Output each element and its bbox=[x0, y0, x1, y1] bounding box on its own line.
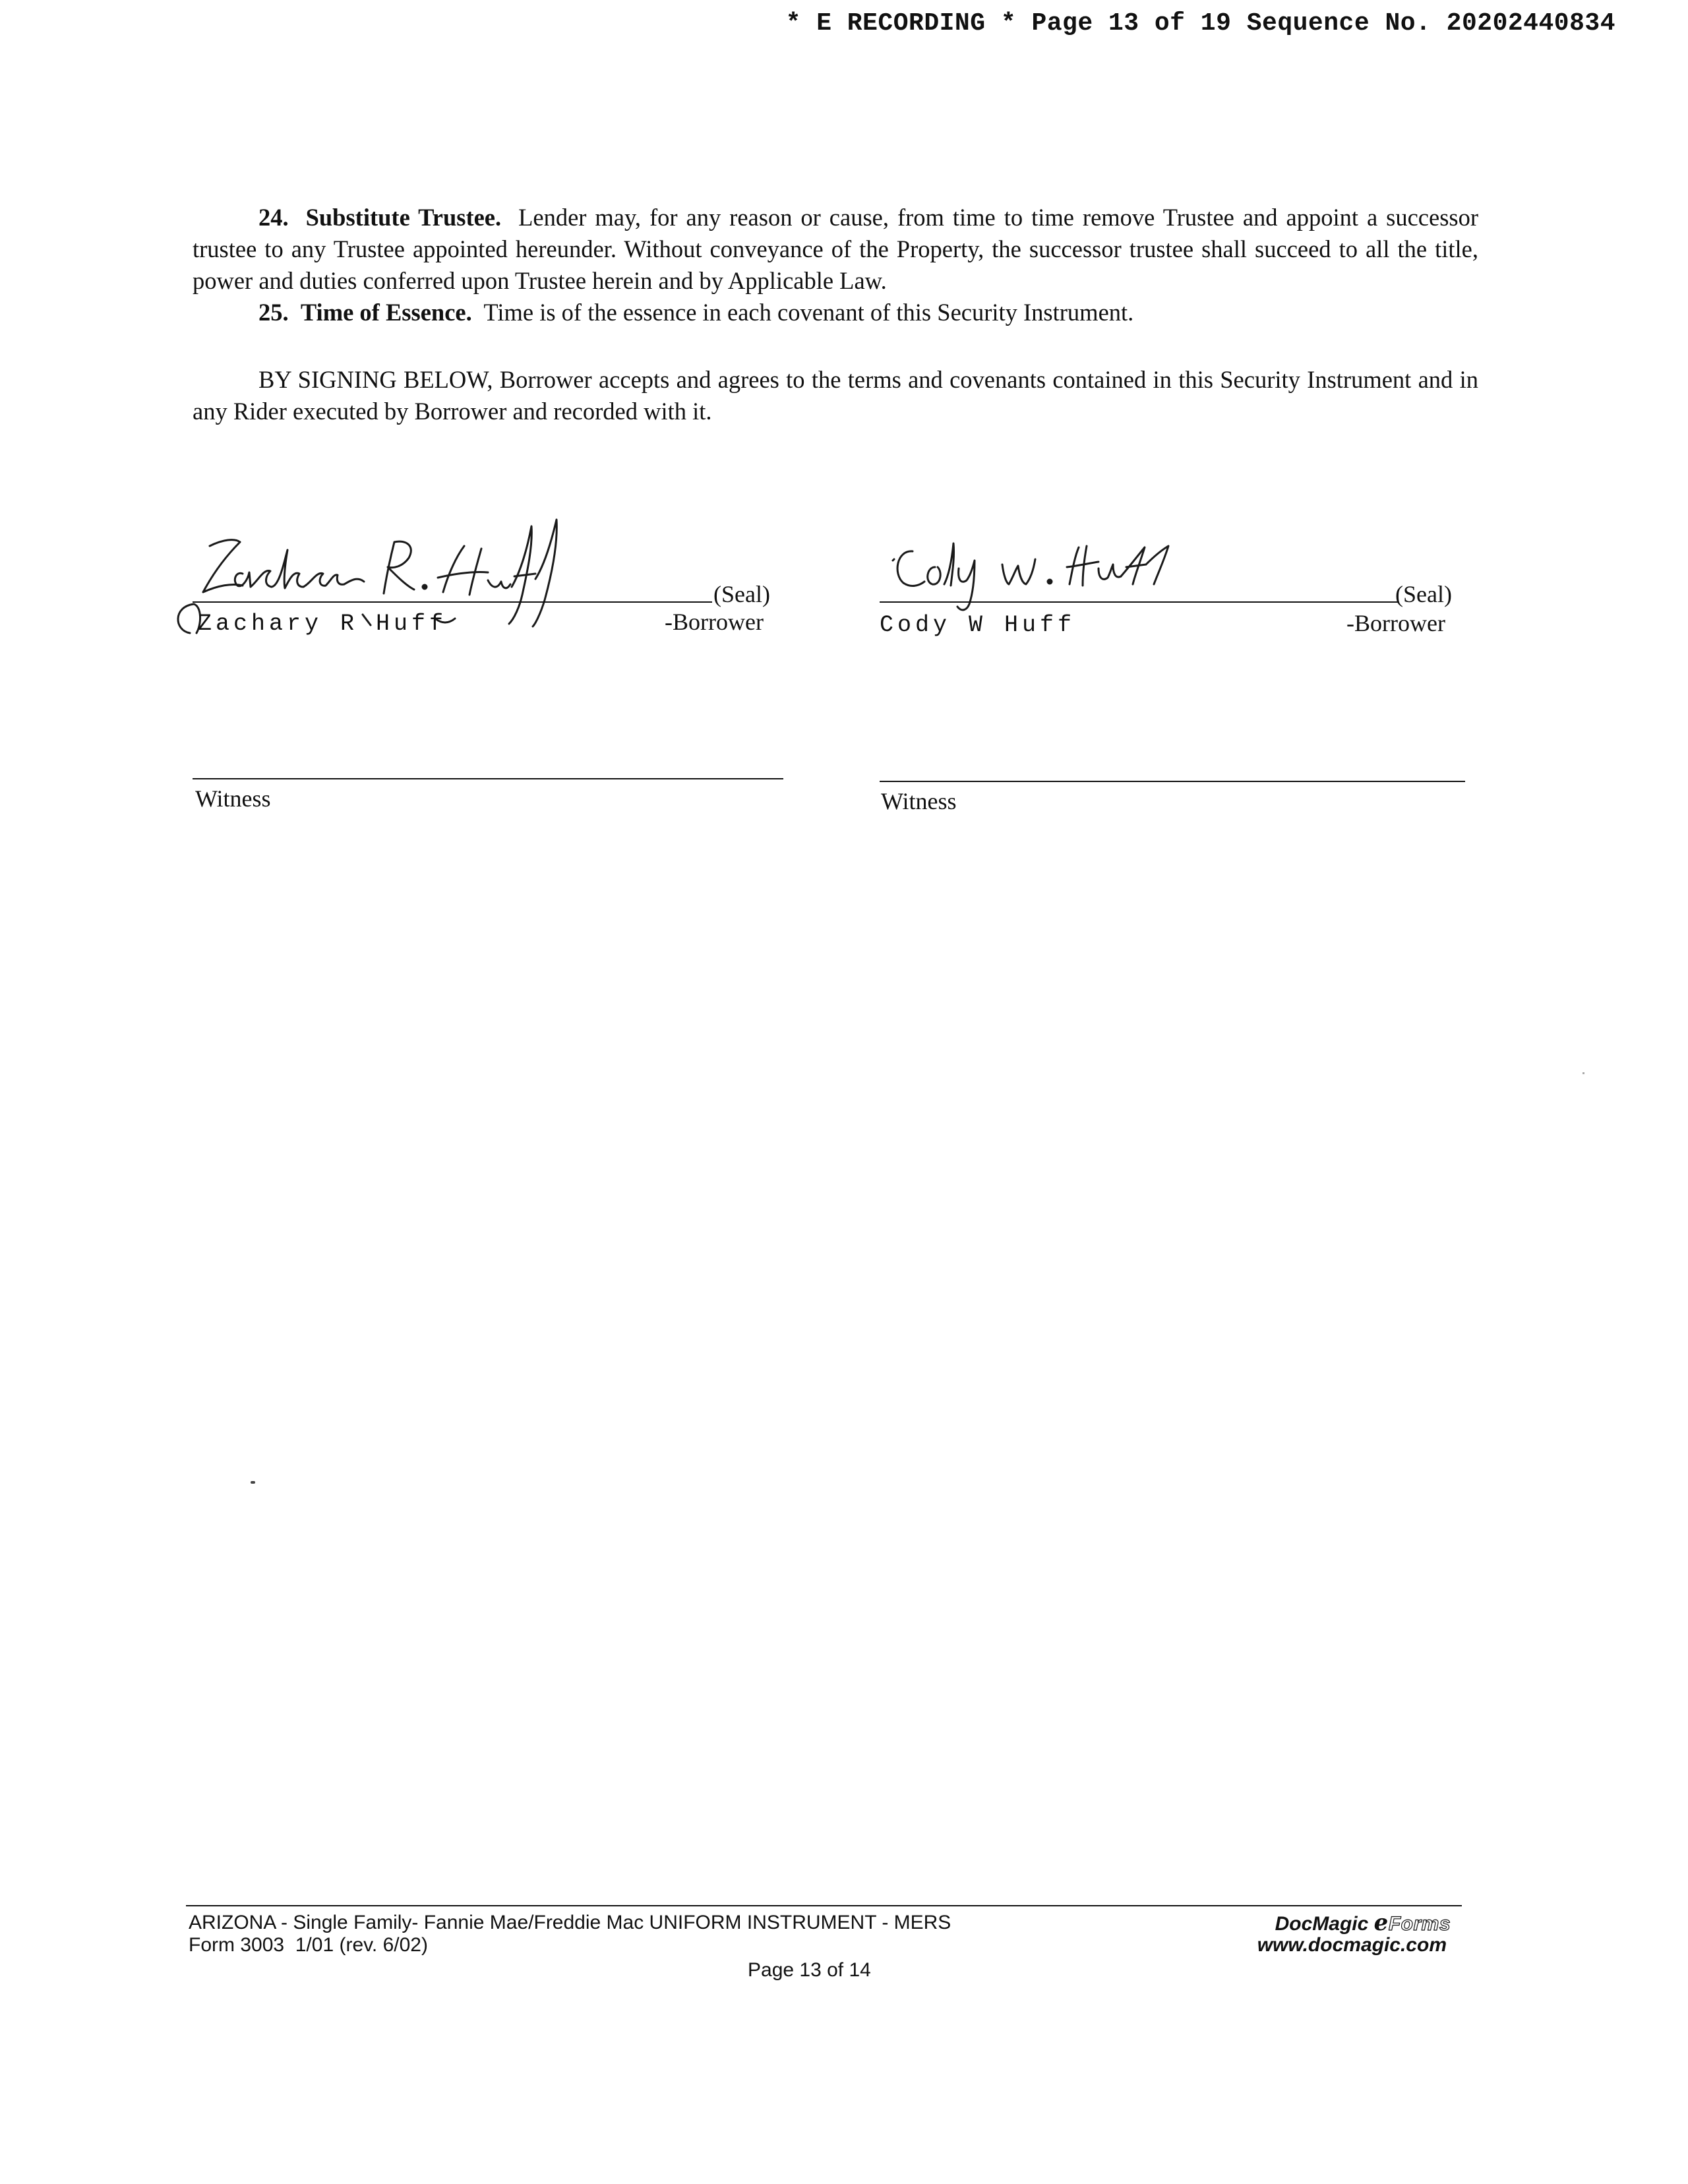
scan-speck bbox=[1582, 1072, 1584, 1074]
eforms-logo bbox=[1373, 1910, 1451, 1935]
eforms-e-icon: ℯ bbox=[1373, 1910, 1389, 1935]
brand-name: DocMagic bbox=[1275, 1913, 1369, 1935]
footer-rule bbox=[186, 1905, 1462, 1906]
form-title-line: ARIZONA - Single Family- Fannie Mae/Freddie Mac UNIFORM INSTRUMENT - MERS bbox=[189, 1912, 951, 1933]
docmagic-logo bbox=[1187, 1911, 1451, 1936]
clause-25 bbox=[193, 297, 1478, 328]
witness-block-2 bbox=[880, 781, 1473, 827]
seal-label: (Seal) bbox=[1395, 581, 1452, 607]
docmagic-url: www.docmagic.com bbox=[1257, 1934, 1447, 1956]
clause-number: 24. bbox=[258, 204, 289, 231]
signature-block-borrower-2 bbox=[877, 521, 1470, 653]
form-number-line: Form 3003 1/01 (rev. 6/02) bbox=[189, 1934, 428, 1956]
clause-number: 25. bbox=[258, 299, 289, 326]
signing-statement-text: BY SIGNING BELOW, Borrower accepts and agrees to the terms and covenants contained in this Security Instrument and in any Rider executed by Borrower and recorded with it. bbox=[193, 366, 1478, 425]
witness-line bbox=[193, 778, 783, 779]
seal-label: (Seal) bbox=[713, 581, 770, 607]
brand-product: Forms bbox=[1388, 1913, 1451, 1935]
recording-stamp: * E RECORDING * Page 13 of 19 Sequence No. 20202440834 bbox=[785, 9, 1615, 38]
typed-name: Zachary R Huff bbox=[198, 611, 448, 637]
scan-speck bbox=[251, 1481, 255, 1484]
witness-label: Witness bbox=[195, 785, 271, 812]
witness-line bbox=[880, 781, 1465, 782]
witness-label: Witness bbox=[881, 788, 957, 814]
signature-line bbox=[193, 601, 712, 603]
page-number: Page 13 of 14 bbox=[748, 1959, 871, 1981]
borrower-role-label: -Borrower bbox=[665, 609, 764, 635]
clause-text: Time is of the essence in each covenant of this Security Instrument. bbox=[483, 299, 1134, 326]
clause-text: Lender may, for any reason or cause, from time to time remove Trustee and appoint a successor trustee to any Trustee appointed hereunder. Without conveyance of the Property, the successor trustee shall succeed to all the title, power and duties conferred upon Trustee herein and by Applicable Law. bbox=[193, 204, 1479, 294]
signing-statement bbox=[193, 364, 1478, 427]
clause-title: Substitute Trustee. bbox=[305, 204, 502, 231]
signature-block-borrower-1 bbox=[171, 508, 778, 653]
handwritten-signature bbox=[877, 521, 1220, 613]
borrower-role-label: -Borrower bbox=[1346, 610, 1445, 636]
typed-name: Cody W Huff bbox=[880, 612, 1076, 638]
clause-title: Time of Essence. bbox=[300, 299, 472, 326]
clause-24 bbox=[193, 202, 1478, 297]
signature-line bbox=[880, 601, 1398, 603]
witness-block-1 bbox=[193, 778, 786, 824]
